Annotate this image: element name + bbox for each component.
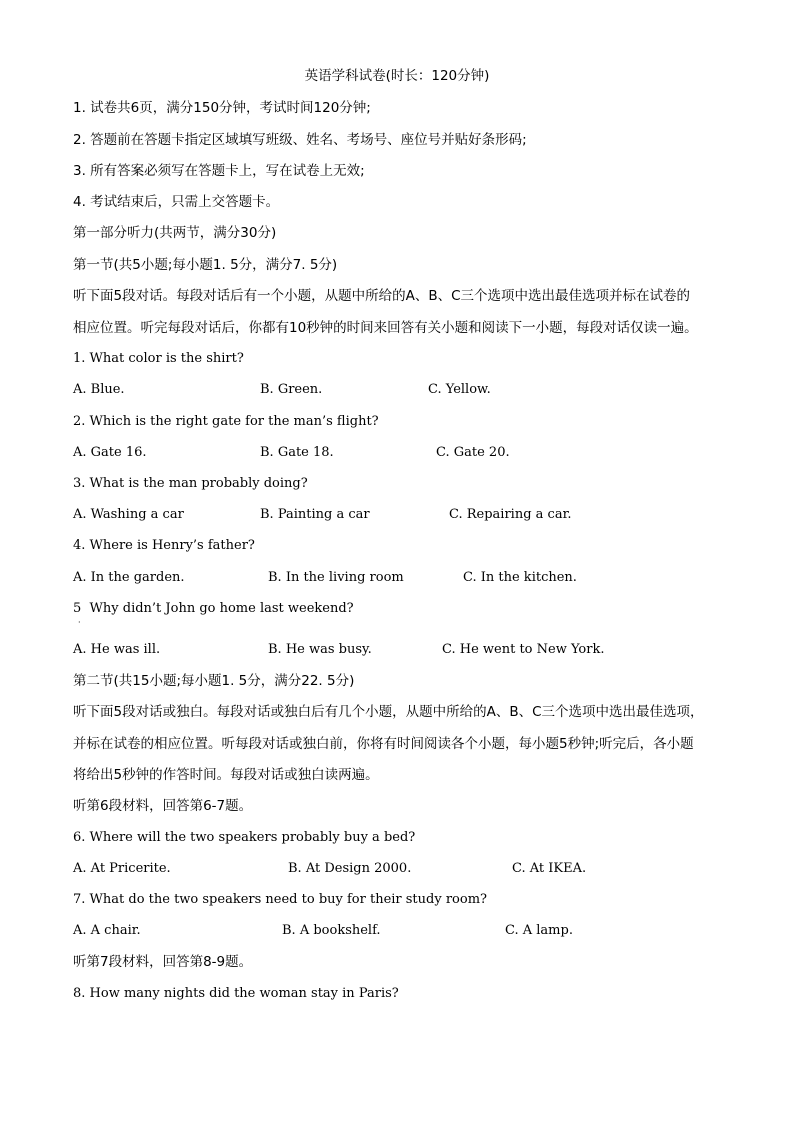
option-c: C. Repairing a car. — [449, 507, 572, 522]
question-text: 4. Where is Henry’s father? — [73, 538, 255, 553]
option-b: B. In the living room — [268, 570, 404, 585]
instruction-3: 3. 所有答案必须写在答题卡上，写在试卷上无效; — [73, 163, 365, 179]
section1-directions: 相应位置。听完每段对话后，你都有10秒钟的时间来回答有关小题和阅读下一小题，每段对话仅读一遍。 — [73, 320, 698, 336]
option-b: B. Green. — [260, 382, 323, 397]
option-b: B. Painting a car — [260, 507, 370, 522]
option-c: C. At IKEA. — [512, 861, 587, 876]
section2-directions: 并标在试卷的相应位置。听每段对话或独白前，你将有时间阅读各个小题，每小题5秒钟;听完后，各小题 — [73, 736, 694, 752]
option-a: A. A chair. — [73, 923, 141, 938]
option-c: C. Yellow. — [428, 382, 491, 397]
instruction-4: 4. 考试结束后，只需上交答题卡。 — [73, 194, 280, 210]
option-c: C. In the kitchen. — [463, 570, 577, 585]
option-c: C. He went to New York. — [442, 642, 605, 657]
material-heading: 听第7段材料，回答第8-9题。 — [73, 954, 253, 970]
option-a: A. Washing a car — [73, 507, 184, 522]
section2-directions: 将给出5秒钟的作答时间。每段对话或独白读两遍。 — [73, 767, 379, 783]
material-heading: 听第6段材料，回答第6-7题。 — [73, 798, 253, 814]
question-text: 5 Why didn’t John go home last weekend? — [73, 601, 354, 616]
option-a: A. At Pricerite. — [73, 861, 171, 876]
question-text: 6. Where will the two speakers probably buy a bed? — [73, 830, 416, 845]
section2-directions: 听下面5段对话或独白。每段对话或独白后有几个小题，从题中所给的A、B、C三个选项中选出最佳选项， — [73, 704, 704, 720]
option-a: A. In the garden. — [73, 570, 185, 585]
page-title: 英语学科试卷(时长：120分钟) — [304, 68, 490, 84]
question-text: 1. What color is the shirt? — [73, 351, 244, 366]
option-a: A. He was ill. — [73, 642, 161, 657]
instruction-1: 1. 试卷共6页，满分150分钟，考试时间120分钟; — [73, 100, 371, 116]
part1-heading: 第一部分听力(共两节，满分30分) — [73, 225, 277, 241]
option-a: A. Gate 16. — [73, 445, 147, 460]
option-b: B. He was busy. — [268, 642, 372, 657]
section2-heading: 第二节(共15小题;每小题1. 5分，满分22. 5分) — [73, 673, 355, 689]
question-text: 8. How many nights did the woman stay in Paris? — [73, 986, 399, 1001]
section1-directions: 听下面5段对话。每段对话后有一个小题，从题中所给的A、B、C三个选项中选出最佳选项并标在试卷的 — [73, 288, 691, 304]
option-b: B. At Design 2000. — [288, 861, 412, 876]
option-b: B. Gate 18. — [260, 445, 334, 460]
option-c: C. Gate 20. — [436, 445, 510, 460]
question-text: 7. What do the two speakers need to buy for their study room? — [73, 892, 487, 907]
question-text: 3. What is the man probably doing? — [73, 476, 308, 491]
option-b: B. A bookshelf. — [282, 923, 381, 938]
section1-heading: 第一节(共5小题;每小题1. 5分，满分7. 5分) — [73, 257, 338, 273]
stray-mark: · — [78, 618, 81, 627]
option-c: C. A lamp. — [505, 923, 573, 938]
instruction-2: 2. 答题前在答题卡指定区域填写班级、姓名、考场号、座位号并贴好条形码; — [73, 132, 527, 148]
question-text: 2. Which is the right gate for the man’s flight? — [73, 414, 379, 429]
option-a: A. Blue. — [73, 382, 125, 397]
